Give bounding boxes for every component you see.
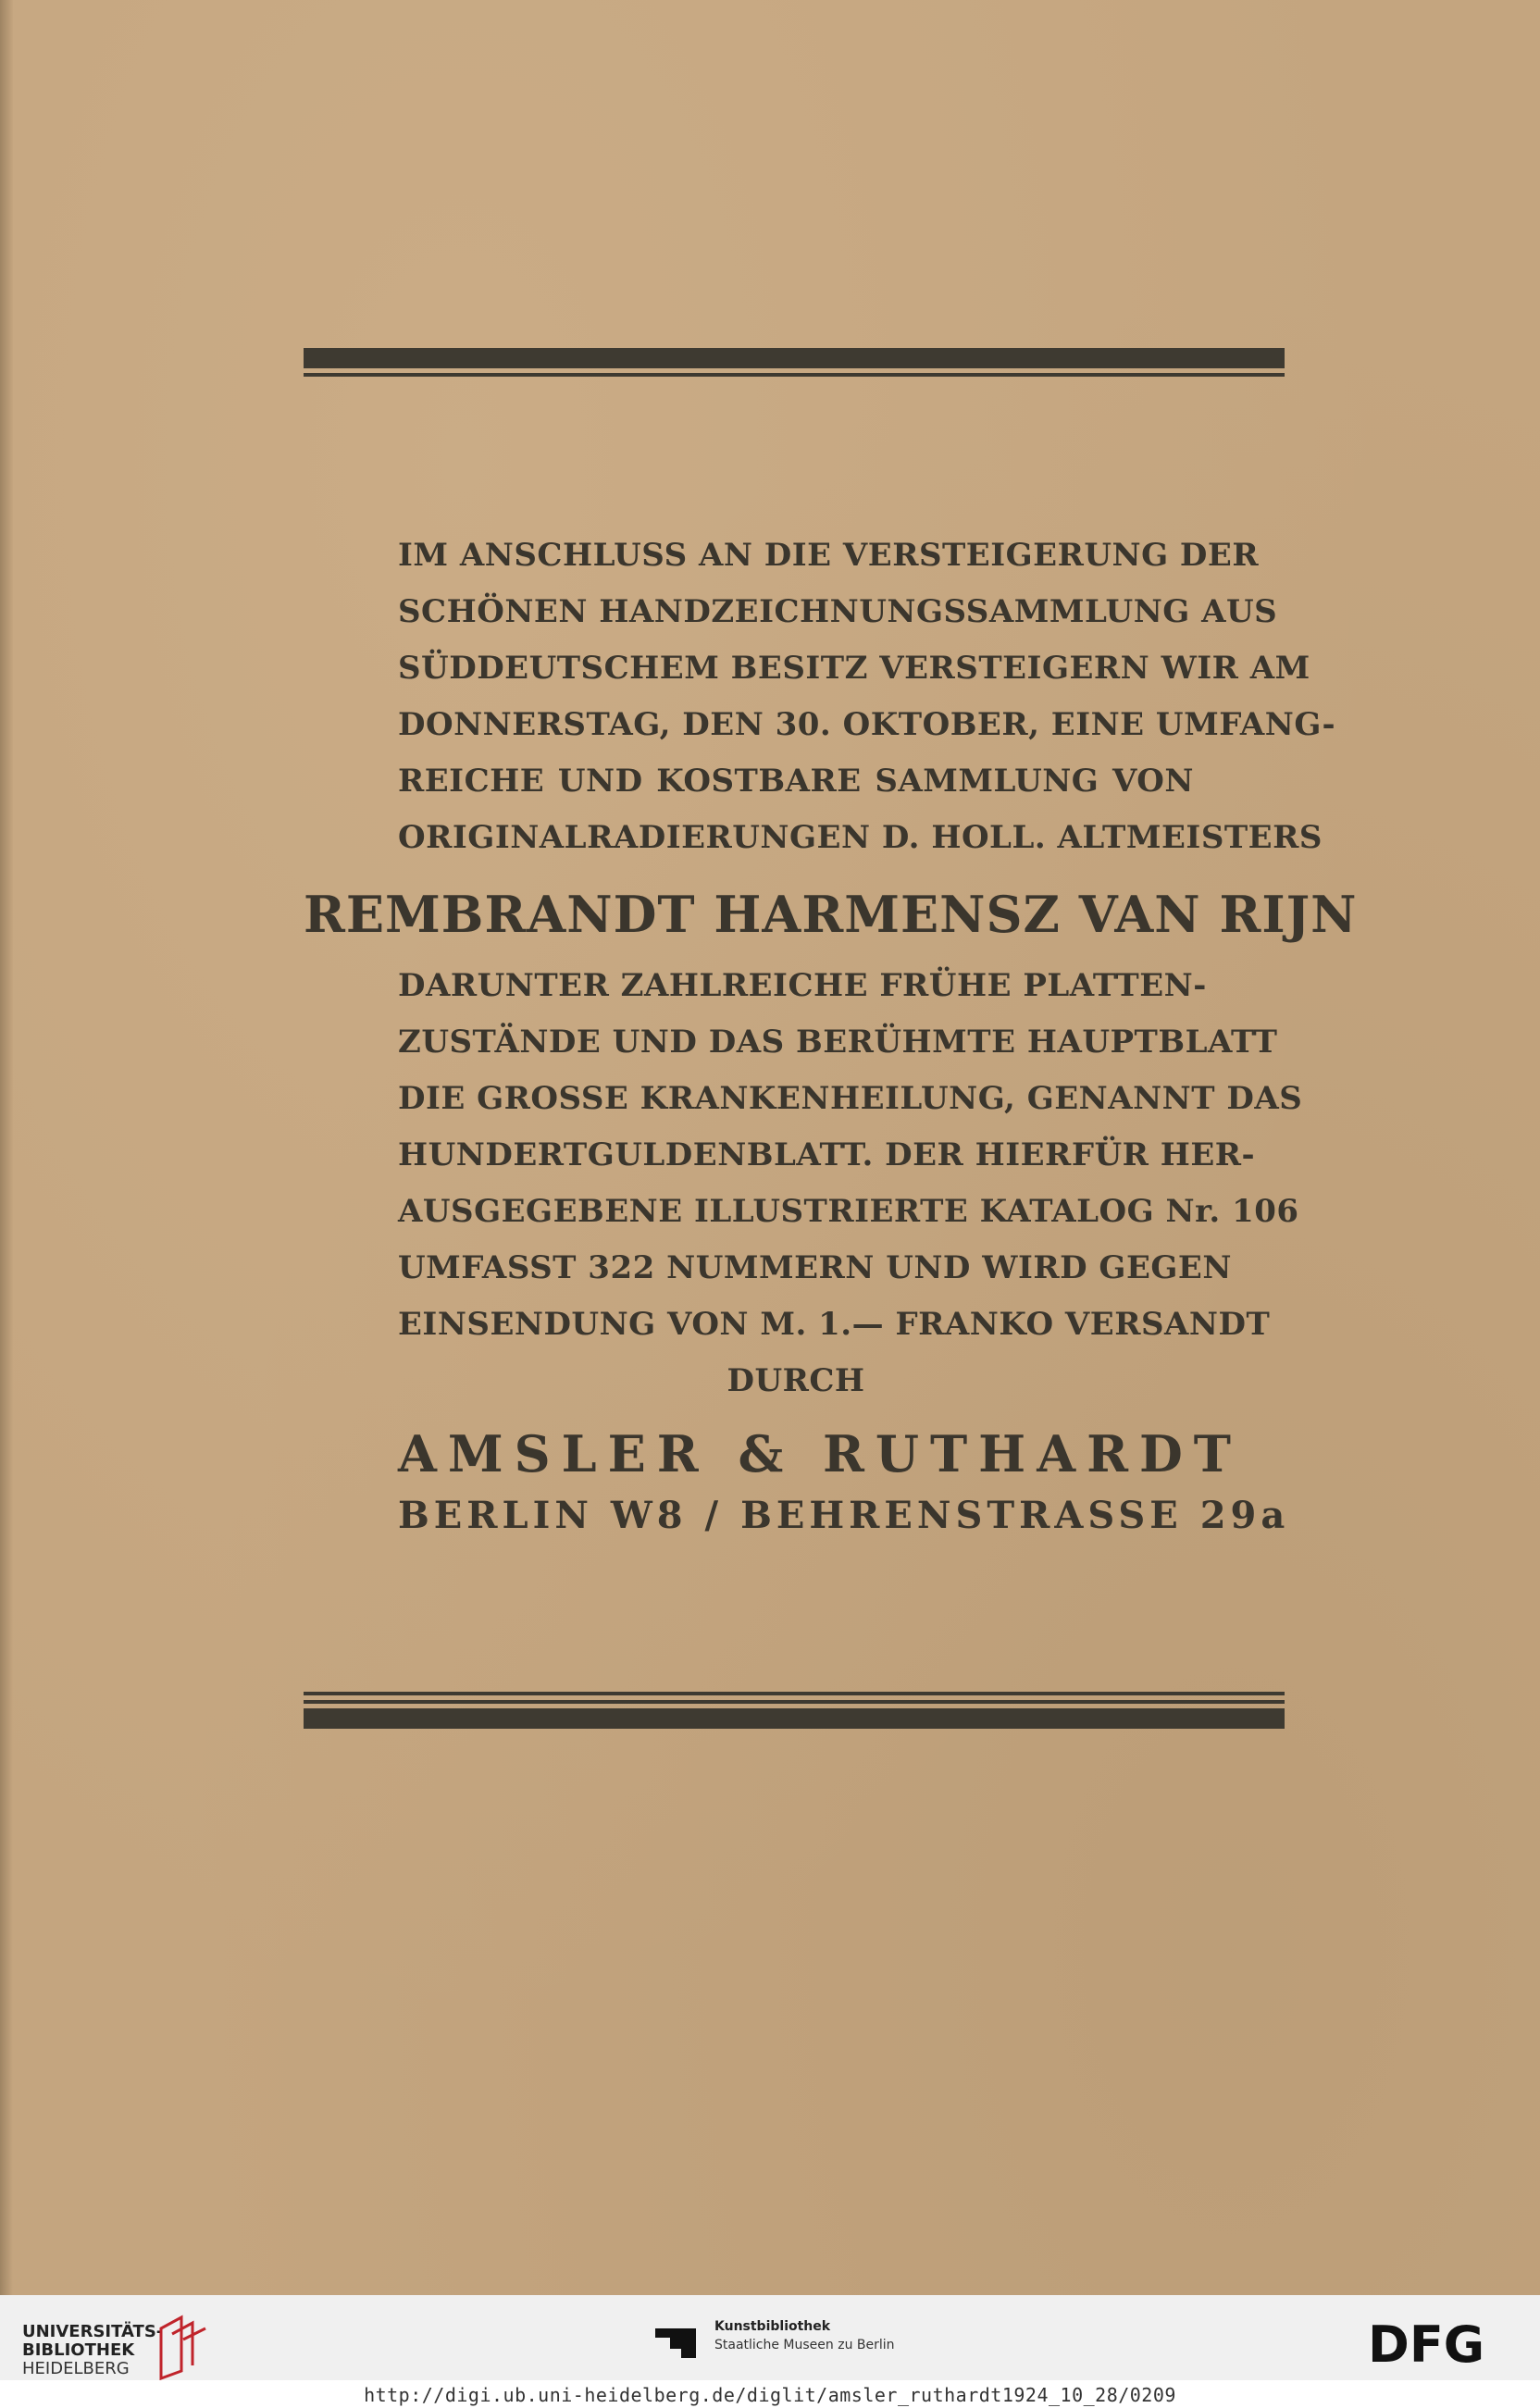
body-line: EINSENDUNG VON M. 1.— FRANKO VERSANDT	[398, 1306, 1271, 1343]
artist-headline: REMBRANDT HARMENSZ VAN RIJN	[304, 885, 1358, 944]
intro-line: DONNERSTAG, DEN 30. OKTOBER, EINE UMFANG-	[398, 706, 1336, 743]
footer-bar	[0, 2295, 1540, 2408]
firm-name: AMSLER & RUTHARDT	[398, 1424, 1242, 1483]
intro-line: SÜDDEUTSCHEM BESITZ VERSTEIGERN WIR AM	[398, 650, 1310, 687]
body-paragraph	[398, 958, 1303, 1409]
intro-line: ORIGINALRADIERUNGEN D. HOLL. ALTMEISTERS	[398, 819, 1323, 856]
ub-heidelberg-logo-icon[interactable]	[154, 2310, 213, 2380]
kunstbibliothek-logo[interactable]: Kunstbibliothek Staatliche Museen zu Berlin	[653, 2310, 950, 2365]
body-line: AUSGEGEBENE ILLUSTRIERTE KATALOG Nr. 106	[398, 1193, 1299, 1230]
body-line: ZUSTÄNDE UND DAS BERÜHMTE HAUPTBLATT	[398, 1024, 1278, 1061]
intro-line: SCHÖNEN HANDZEICHNUNGSSAMMLUNG AUS	[398, 593, 1278, 630]
intro-paragraph	[398, 528, 1336, 866]
page-edge	[0, 0, 13, 2295]
durch-line: DURCH	[727, 1362, 865, 1399]
permalink-url[interactable]: http://digi.ub.uni-heidelberg.de/diglit/amsler_ruthardt1924_10_28/0209	[364, 2384, 1176, 2406]
dfg-logo-icon[interactable]	[1368, 2315, 1523, 2371]
ub-heidelberg-label[interactable]: UNIVERSITÄTS- BIBLIOTHEK HEIDELBERG	[22, 2322, 164, 2378]
svg-text:DFG: DFG	[1368, 2315, 1485, 2371]
body-line: DARUNTER ZAHLREICHE FRÜHE PLATTEN-	[398, 967, 1207, 1004]
firm-address: BERLIN W8 / BEHRENSTRASSE 29a	[398, 1494, 1290, 1537]
top-rule	[304, 348, 1285, 377]
body-line: DIE GROSSE KRANKENHEILUNG, GENANNT DAS	[398, 1080, 1303, 1117]
bottom-rule	[304, 1692, 1285, 1729]
kunstbibliothek-icon	[653, 2321, 698, 2365]
body-line: UMFASST 322 NUMMERN UND WIRD GEGEN	[398, 1249, 1232, 1286]
body-line: HUNDERTGULDENBLATT. DER HIERFÜR HER-	[398, 1136, 1256, 1173]
intro-line: IM ANSCHLUSS AN DIE VERSTEIGERUNG DER	[398, 537, 1260, 574]
intro-line: REICHE UND KOSTBARE SAMMLUNG VON	[398, 763, 1194, 800]
